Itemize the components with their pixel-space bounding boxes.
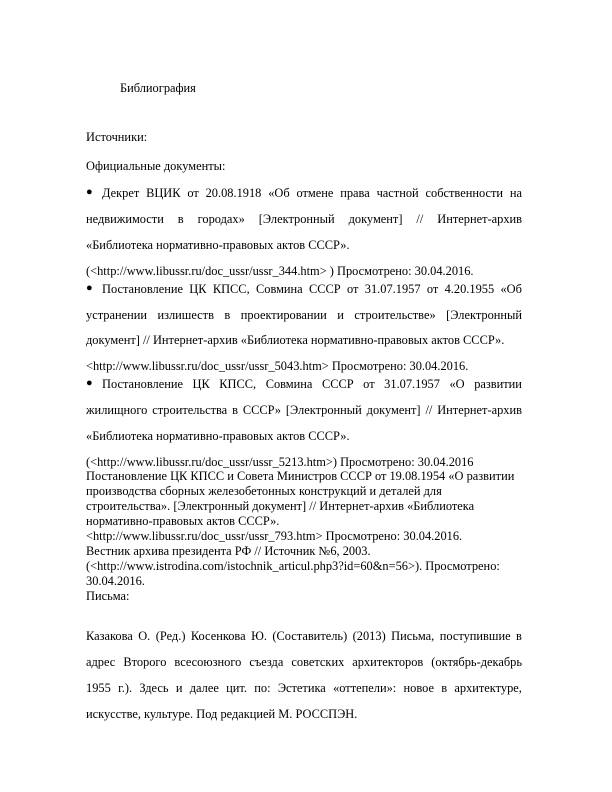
bullet-icon: ● xyxy=(86,377,93,389)
word: поступившие xyxy=(439,629,511,643)
sources-label: Источники: xyxy=(86,130,148,144)
word: «О xyxy=(449,377,465,391)
compact-link-line[interactable]: (<http://www.istrodina.com/istochnik_articul.php3?id=60&n=56>). Просмотрено: xyxy=(86,559,500,573)
entry3-line1 xyxy=(102,378,522,390)
compact-line: строительства». [Электронный документ] // Интернет-архив «Библиотека xyxy=(86,499,475,513)
word: архитектуре, xyxy=(454,681,522,695)
entry3-line2 xyxy=(86,404,522,416)
word: документ] xyxy=(366,403,421,417)
word: устранении xyxy=(86,308,147,322)
word: Декрет xyxy=(102,186,140,200)
word: по: xyxy=(254,681,271,695)
word: от xyxy=(363,377,375,391)
word: проектировании xyxy=(240,308,327,322)
word: КПСС, xyxy=(219,377,257,391)
word: [Электронный xyxy=(285,403,362,417)
word: СССР xyxy=(321,377,354,391)
entry2-line1 xyxy=(102,283,522,295)
entry2-link-line[interactable]: <http://www.libussr.ru/doc_ussr/ussr_5043.htm> Просмотрено: 30.04.2016. xyxy=(86,359,469,373)
word: Эстетика xyxy=(277,681,326,695)
word: всесоюзного xyxy=(174,655,242,669)
letters-line4: искусстве, культуре. Под редакцией М. РОССПЭН. xyxy=(86,707,358,721)
word: Косенкова xyxy=(190,629,246,643)
word: в xyxy=(177,212,184,226)
compact-line: производства сборных железобетонных конструкций и деталей для xyxy=(86,484,442,498)
word: в xyxy=(232,403,238,417)
word: [Электронный xyxy=(258,212,335,226)
word: строительства xyxy=(152,403,228,417)
word: Совмина xyxy=(265,377,313,391)
compact-line: Вестник архива президента РФ // Источник №6, 2003. xyxy=(86,544,371,558)
word: съезда xyxy=(249,655,284,669)
word: от xyxy=(426,282,439,296)
word: Постановление xyxy=(102,282,183,296)
word: адрес xyxy=(86,655,116,669)
word: ВЦИК xyxy=(146,186,181,200)
word: (Составитель) xyxy=(272,629,348,643)
word: документ] xyxy=(348,212,403,226)
word: «Об xyxy=(500,282,522,296)
word: Второго xyxy=(123,655,167,669)
word: «оттепели»: xyxy=(333,681,397,695)
word: Здесь xyxy=(139,681,169,695)
word: в xyxy=(224,308,231,322)
word: Совмина xyxy=(255,282,303,296)
word: отмене xyxy=(296,186,334,200)
compact-line: нормативно-правовых актов СССР». xyxy=(86,514,280,528)
compact-line: Постановление ЦК КПСС и Совета Министров СССР от 19.08.1954 «О развитии xyxy=(86,469,515,483)
word: // xyxy=(416,212,424,226)
word: О. xyxy=(138,629,151,643)
entry1-line2 xyxy=(86,213,522,225)
word: городах» xyxy=(197,212,245,226)
word: жилищного xyxy=(86,403,148,417)
word: 1955 xyxy=(86,681,111,695)
word: новое xyxy=(403,681,434,695)
word: // xyxy=(425,403,433,417)
letters-line1 xyxy=(86,630,522,642)
word: частной xyxy=(376,186,419,200)
word: советских xyxy=(291,655,345,669)
compact-line: 30.04.2016. xyxy=(86,574,145,588)
official-docs-label: Официальные документы: xyxy=(86,159,226,173)
letters-line3 xyxy=(86,682,522,694)
entry1-line3: «Библиотека нормативно-правовых актов СССР». xyxy=(86,238,350,252)
word: цит. xyxy=(226,681,247,695)
word: (2013) xyxy=(352,629,386,643)
word: [Электронный xyxy=(446,308,522,322)
word: развитии xyxy=(474,377,522,391)
word: и xyxy=(175,681,183,695)
word: ЦК xyxy=(189,282,207,296)
word: 31.07.1957 xyxy=(364,282,421,296)
letters-line2 xyxy=(86,656,522,668)
word: Казакова xyxy=(86,629,133,643)
word: Интернет-архив xyxy=(437,403,522,417)
word: г.). xyxy=(118,681,133,695)
word: Письма, xyxy=(391,629,435,643)
word: Постановление xyxy=(102,377,183,391)
word: ЦК xyxy=(192,377,210,391)
word: «Об xyxy=(268,186,290,200)
heading: Библиография xyxy=(120,81,196,95)
word: недвижимости xyxy=(86,212,164,226)
word: (Ред.) xyxy=(155,629,186,643)
word: на xyxy=(509,186,522,200)
entry1-line1 xyxy=(102,187,522,199)
compact-link-line[interactable]: <http://www.libussr.ru/doc_ussr/ussr_793.htm> Просмотрено: 30.04.2016. xyxy=(86,529,463,543)
word: 20.08.1918 xyxy=(205,186,262,200)
bullet-icon: ● xyxy=(86,186,93,198)
word: 31.07.1957 xyxy=(384,377,440,391)
word: собственности xyxy=(425,186,504,200)
word: СССР» xyxy=(242,403,282,417)
word: далее xyxy=(189,681,219,695)
entry1-link-line[interactable]: (<http://www.libussr.ru/doc_ussr/ussr_344.htm> ) Просмотрено: 30.04.2016. xyxy=(86,264,474,278)
word: от xyxy=(347,282,359,296)
word: строительстве» xyxy=(354,308,436,322)
word: Интернет-архив xyxy=(437,212,522,226)
word: СССР xyxy=(309,282,341,296)
word: в xyxy=(516,629,522,643)
word: КПСС, xyxy=(212,282,250,296)
word: архитекторов xyxy=(352,655,424,669)
word: в xyxy=(441,681,448,695)
word: от xyxy=(187,186,199,200)
letters-label: Письма: xyxy=(86,589,130,603)
word: 4.20.1955 xyxy=(444,282,495,296)
entry3-line3: «Библиотека нормативно-правовых актов СССР». xyxy=(86,429,350,443)
word: излишеств xyxy=(157,308,214,322)
word: Ю. xyxy=(251,629,267,643)
bullet-icon: ● xyxy=(86,282,93,294)
entry2-line2 xyxy=(86,309,522,321)
entry3-link-line[interactable]: (<http://www.libussr.ru/doc_ussr/ussr_5213.htm>) Просмотрено: 30.04.2016 xyxy=(86,455,474,469)
word: права xyxy=(340,186,370,200)
entry2-line3: документ] // Интернет-архив «Библиотека нормативно-правовых актов СССР». xyxy=(86,333,505,347)
word: и xyxy=(337,308,344,322)
word: (октябрь-декабрь xyxy=(431,655,522,669)
